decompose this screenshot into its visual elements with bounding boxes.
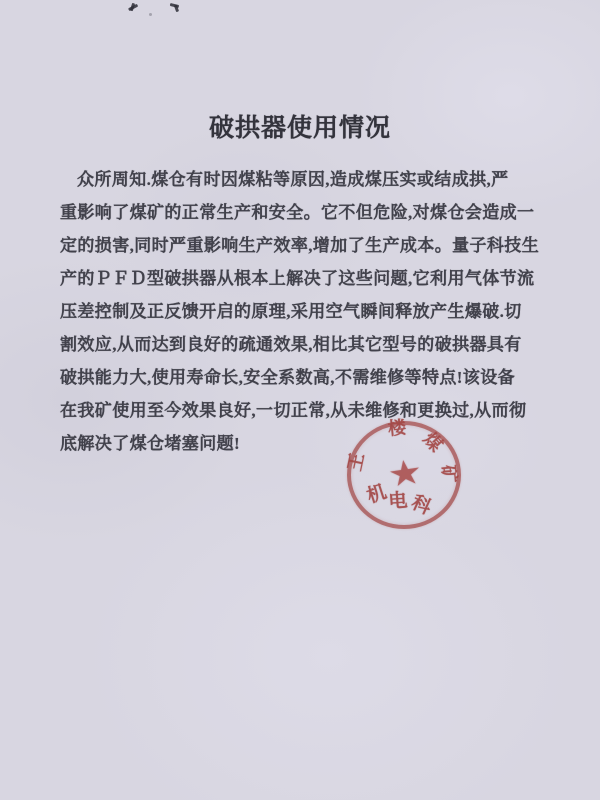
paragraph-line: 底解决了煤仓堵塞问题! — [60, 434, 241, 453]
official-seal-stamp — [344, 417, 461, 529]
stamp-top-arc-char: 王 — [344, 451, 368, 473]
star-icon: ★ — [385, 451, 425, 495]
stamp-bottom-arc-char: 电 — [387, 490, 409, 513]
paragraph-line: 定的损害,同时严重影响生产效率,增加了生产成本。量子科技生 — [60, 236, 540, 255]
paragraph-line: 割效应,从而达到良好的疏通效果,相比其它型号的破拱器具有 — [60, 335, 522, 354]
stamp-top-arc-char: 煤 — [419, 428, 447, 456]
stamp-top-arc-char: 楼 — [387, 417, 407, 439]
ink-mark — [149, 13, 152, 16]
stamp-bottom-arc-char: 机 — [364, 481, 390, 508]
paragraph-line: 产的ＰＦＤ型破拱器从根本上解决了这些问题,它利用气体节流 — [60, 269, 535, 288]
paragraph-line: 在我矿使用至今效果良好,一切正常,从未维修和更换过,从而彻 — [60, 401, 527, 420]
document-title: 破拱器使用情况 — [208, 115, 391, 142]
paragraph-line: 重影响了煤矿的正常生产和安全。它不但危险,对煤仓会造成一 — [60, 203, 535, 222]
paragraph-line: 破拱能力大,使用寿命长,安全系数高,不需维修等特点!该设备 — [60, 368, 516, 387]
stamp-top-arc-char: 矿 — [438, 464, 460, 484]
paragraph-line: 众所周知.煤仓有时因煤粘等原因,造成煤压实或结成拱,严 — [77, 170, 509, 189]
paragraph-line: 压差控制及正反馈开启的原理,采用空气瞬间释放产生爆破.切 — [60, 302, 522, 321]
stamp-bottom-arc-char: 科 — [408, 492, 435, 519]
